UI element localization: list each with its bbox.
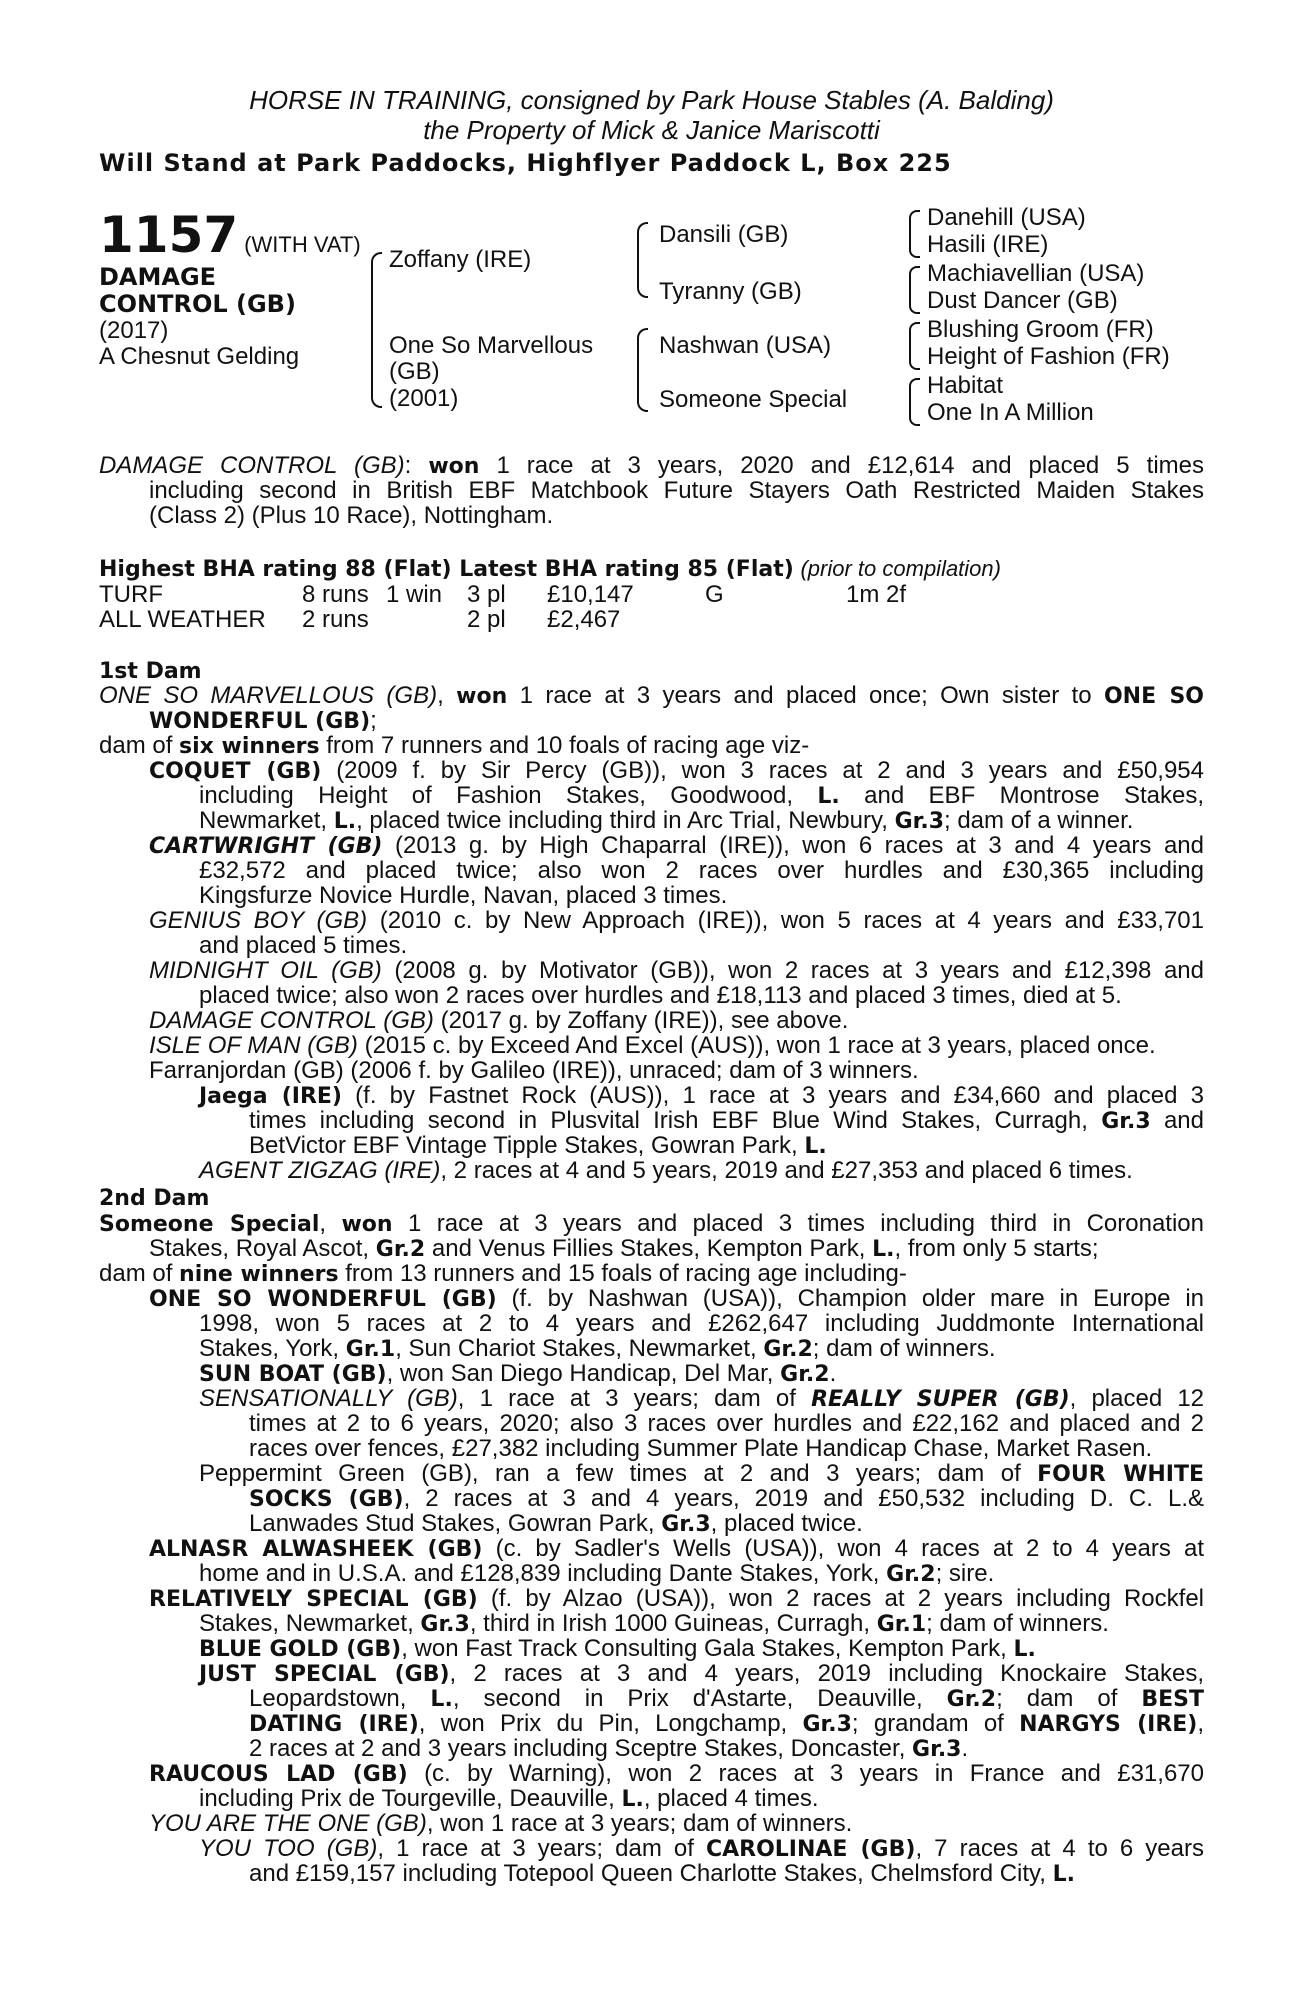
you-too-line1: YOU TOO (GB), 1 race at 3 years; dam of CAROLINAE (GB), 7 races at 4 to 6 years: [199, 1835, 1204, 1862]
horse-name-line2: CONTROL (GB): [99, 290, 296, 318]
aw-surface: ALL WEATHER: [99, 606, 266, 633]
vat-note: (WITH VAT): [244, 232, 361, 257]
race-summary-line1: DAMAGE CONTROL (GB): won 1 race at 3 years, 2020 and £12,614 and placed 5 times: [99, 452, 1204, 479]
sire-sire: Dansili (GB): [659, 221, 789, 248]
turf-placed: 3 pl: [467, 581, 506, 608]
pedigree-bracket: [909, 210, 920, 258]
cartwright-line3: Kingsfurze Novice Hurdle, Navan, placed 3 times.: [199, 882, 728, 909]
turf-wins: 1 win: [386, 581, 443, 608]
aw-placed: 2 pl: [467, 606, 506, 633]
ss-dam: Hasili (IRE): [927, 231, 1049, 258]
isle-of-man-line: ISLE OF MAN (GB) (2015 c. by Exceed And Excel (AUS)), won 1 race at 3 years, placed once.: [149, 1032, 1156, 1059]
osw-line3: Stakes, York, Gr.1, Sun Chariot Stakes, Newmarket, Gr.2; dam of winners.: [199, 1335, 996, 1362]
blue-gold-line: BLUE GOLD (GB), won Fast Track Consulting Gala Stakes, Kempton Park, L.: [199, 1635, 1036, 1662]
midnight-line2: placed twice; also won 2 races over hurdles and £18,113 and placed 3 times, died at 5.: [199, 982, 1122, 1009]
stabling-line: Will Stand at Park Paddocks, Highflyer Paddock L, Box 225: [99, 149, 952, 177]
sire: Zoffany (IRE): [389, 246, 532, 273]
sun-boat-line: SUN BOAT (GB), won San Diego Handicap, Del Mar, Gr.2.: [199, 1360, 837, 1387]
coquet-line1: COQUET (GB) (2009 f. by Sir Percy (GB)), won 3 races at 2 and 3 years and £50,954: [149, 757, 1205, 784]
relatively-line1: RELATIVELY SPECIAL (GB) (f. by Alzao (USA)), won 2 races at 2 years including Rockfel: [149, 1585, 1205, 1612]
just-special-line3: DATING (IRE), won Prix du Pin, Longchamp, Gr.3; grandam of NARGYS (IRE),: [249, 1710, 1205, 1737]
just-special-line1: JUST SPECIAL (GB), 2 races at 3 and 4 years, 2019 including Knockaire Stakes,: [199, 1660, 1205, 1687]
coquet-line3: Newmarket, L., placed twice including third in Arc Trial, Newbury, Gr.3; dam of a winner.: [199, 807, 1134, 834]
second-dam-heading: 2nd Dam: [99, 1186, 210, 1211]
pedigree-bracket: [909, 322, 920, 370]
you-too-line2: and £159,157 including Totepool Queen Charlotte Stakes, Chelmsford City, L.: [249, 1860, 1075, 1887]
pedigree-bracket: [909, 266, 920, 314]
cartwright-line1: CARTWRIGHT (GB) (2013 g. by High Chaparral (IRE)), won 6 races at 3 and 4 years and: [149, 832, 1204, 859]
pedigree-bracket: [371, 252, 382, 408]
sensationally-line2: times at 2 to 6 years, 2020; also 3 races over hurdles and £22,162 and placed and 2: [249, 1410, 1204, 1437]
dd-sire: Habitat: [927, 372, 1004, 399]
jaega-line1: Jaega (IRE) (f. by Fastnet Rock (AUS)), 1 race at 3 years and £34,660 and placed 3: [199, 1082, 1205, 1109]
second-dam-line2: Stakes, Royal Ascot, Gr.2 and Venus Fillies Stakes, Kempton Park, L., from only 5 starts;: [149, 1235, 1099, 1262]
lot-number: [99, 206, 361, 264]
dam-line3: (2001): [389, 385, 459, 412]
ds-sire: Blushing Groom (FR): [927, 316, 1154, 343]
first-dam-heading: 1st Dam: [99, 659, 202, 684]
sire-dam: Tyranny (GB): [659, 278, 802, 305]
jaega-line3: BetVictor EBF Vintage Tipple Stakes, Gowran Park, L.: [249, 1132, 827, 1159]
you-are-the-one-line: YOU ARE THE ONE (GB), won 1 race at 3 years; dam of winners.: [149, 1810, 853, 1837]
dam-line2: (GB): [389, 358, 440, 385]
aw-runs: 2 runs: [302, 606, 369, 633]
sd-sire: Machiavellian (USA): [927, 260, 1145, 287]
ds-dam: Height of Fashion (FR): [927, 343, 1170, 370]
second-dam-line1: Someone Special, won 1 race at 3 years and placed 3 times including third in Coronation: [99, 1210, 1204, 1237]
osw-line1: ONE SO WONDERFUL (GB) (f. by Nashwan (USA)), Champion older mare in Europe in: [149, 1285, 1204, 1312]
cartwright-line2: £32,572 and placed twice; also won 2 races over hurdles and £30,365 including: [199, 857, 1204, 884]
horse-description: A Chesnut Gelding: [99, 343, 300, 370]
bha-rating: Highest BHA rating 88 (Flat) Latest BHA rating 85 (Flat) (prior to compilation): [99, 556, 1001, 582]
agent-zigzag-line: AGENT ZIGZAG (IRE), 2 races at 4 and 5 years, 2019 and £27,353 and placed 6 times.: [199, 1157, 1133, 1184]
first-dam-line2: WONDERFUL (GB);: [149, 707, 377, 734]
dd-dam: One In A Million: [927, 399, 1094, 426]
peppermint-line3: Lanwades Stud Stakes, Gowran Park, Gr.3, placed twice.: [249, 1510, 863, 1537]
raucous-line1: RAUCOUS LAD (GB) (c. by Warning), won 2 races at 3 years in France and £31,670: [149, 1760, 1204, 1787]
pedigree-bracket: [637, 222, 648, 298]
race-summary-line3: (Class 2) (Plus 10 Race), Nottingham.: [149, 502, 554, 529]
pedigree-bracket: [637, 328, 648, 412]
turf-runs: 8 runs: [302, 581, 369, 608]
just-special-line2: Leopardstown, L., second in Prix d'Astarte, Deauville, Gr.2; dam of BEST: [249, 1685, 1205, 1712]
peppermint-line1: Peppermint Green (GB), ran a few times at 2 and 3 years; dam of FOUR WHITE: [199, 1460, 1204, 1487]
jaega-line2: times including second in Plusvital Irish EBF Blue Wind Stakes, Curragh, Gr.3 and: [249, 1107, 1204, 1134]
consignor-line: HORSE IN TRAINING, consigned by Park House Stables (A. Balding): [249, 85, 1054, 115]
race-summary-line2: including second in British EBF Matchbook Future Stayers Oath Restricted Maiden Stakes: [149, 477, 1204, 504]
second-dam-line3: dam of nine winners from 13 runners and 15 foals of racing age including-: [99, 1260, 907, 1287]
peppermint-line2: SOCKS (GB), 2 races at 3 and 4 years, 2019 and £50,532 including D. C. L.&: [249, 1485, 1204, 1512]
coquet-line2: including Height of Fashion Stakes, Goodwood, L. and EBF Montrose Stakes,: [199, 782, 1205, 809]
alnasr-line1: ALNASR ALWASHEEK (GB) (c. by Sadler's Wells (USA)), won 4 races at 2 to 4 years at: [149, 1535, 1204, 1562]
dam-sire: Nashwan (USA): [659, 332, 832, 359]
just-special-line4: 2 races at 2 and 3 years including Sceptre Stakes, Doncaster, Gr.3.: [249, 1735, 969, 1762]
turf-going: G: [705, 581, 724, 608]
relatively-line2: Stakes, Newmarket, Gr.3, third in Irish 1000 Guineas, Curragh, Gr.1; dam of winners.: [199, 1610, 1109, 1637]
turf-distance: 1m 2f: [846, 581, 907, 608]
midnight-line1: MIDNIGHT OIL (GB) (2008 g. by Motivator (GB)), won 2 races at 3 years and £12,398 and: [149, 957, 1204, 984]
dam-line1: One So Marvellous: [389, 332, 594, 359]
pedigree-bracket: [909, 378, 920, 426]
turf-surface: TURF: [99, 581, 163, 608]
genius-line2: and placed 5 times.: [199, 932, 408, 959]
alnasr-line2: home and in U.S.A. and £128,839 including Dante Stakes, York, Gr.2; sire.: [199, 1560, 995, 1587]
first-dam-line3: dam of six winners from 7 runners and 10 foals of racing age viz-: [99, 732, 810, 759]
genius-line1: GENIUS BOY (GB) (2010 c. by New Approach (IRE)), won 5 races at 4 years and £33,701: [149, 907, 1204, 934]
ss-sire: Danehill (USA): [927, 204, 1086, 231]
aw-prize: £2,467: [547, 606, 621, 633]
sensationally-line3: races over fences, £27,382 including Summer Plate Handicap Chase, Market Rasen.: [249, 1435, 1153, 1462]
farranjordan-line: Farranjordan (GB) (2006 f. by Galileo (IRE)), unraced; dam of 3 winners.: [149, 1057, 919, 1084]
sd-dam: Dust Dancer (GB): [927, 287, 1118, 314]
damage-control-line: DAMAGE CONTROL (GB) (2017 g. by Zoffany (IRE)), see above.: [149, 1007, 849, 1034]
turf-prize: £10,147: [547, 581, 634, 608]
owner-line: the Property of Mick & Janice Mariscotti: [423, 115, 880, 145]
sensationally-line1: SENSATIONALLY (GB), 1 race at 3 years; dam of REALLY SUPER (GB), placed 12: [199, 1385, 1205, 1412]
foaling-year: (2017): [99, 317, 169, 344]
raucous-line2: including Prix de Tourgeville, Deauville, L., placed 4 times.: [199, 1785, 819, 1812]
horse-name-line1: DAMAGE: [99, 263, 217, 291]
lot-number-value: 1157: [99, 206, 239, 264]
dam-dam: Someone Special: [659, 386, 848, 413]
osw-line2: 1998, won 5 races at 2 to 4 years and £262,647 including Juddmonte International: [199, 1310, 1204, 1337]
first-dam-line1: ONE SO MARVELLOUS (GB), won 1 race at 3 years and placed once; Own sister to ONE SO: [99, 682, 1205, 709]
